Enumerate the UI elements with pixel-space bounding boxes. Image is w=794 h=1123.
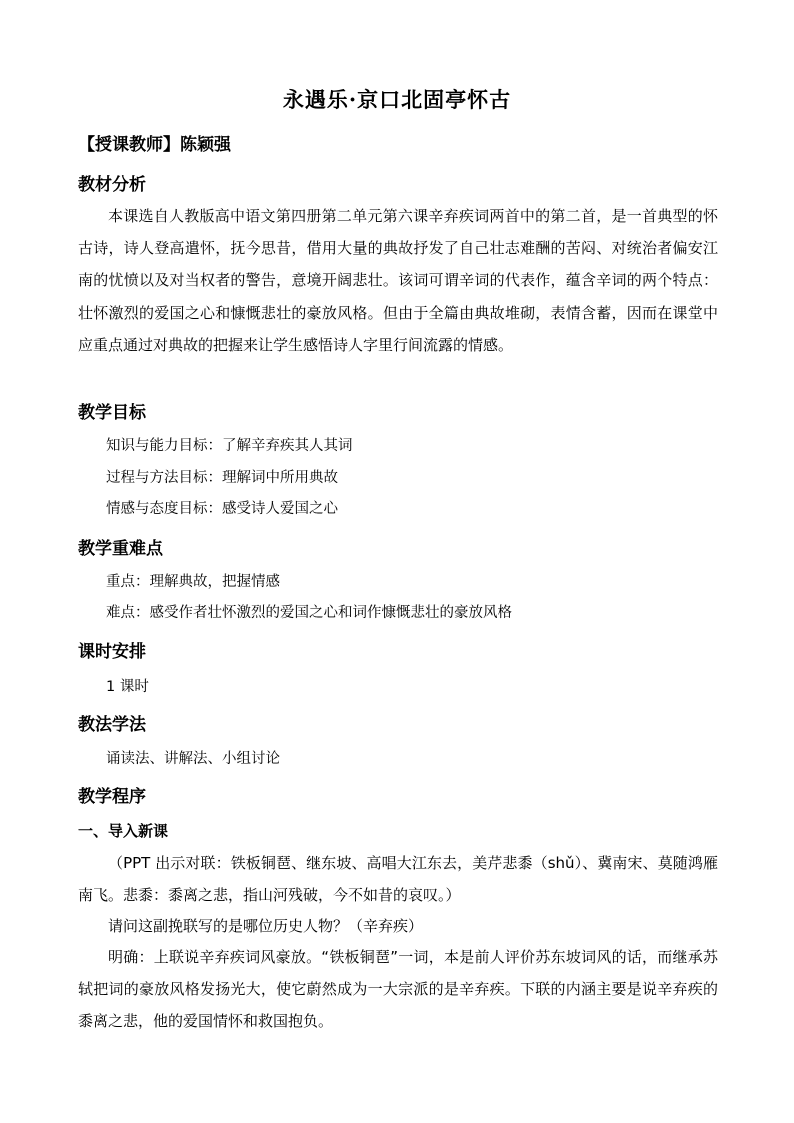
procedure-paragraph-1: （PPT 出示对联：铁板铜琶、继东坡、高唱大江东去，美芹悲黍（shǔ）、冀南宋、莫随鸿雁南飞。悲黍：黍离之悲，指山河残破，今不如昔的哀叹。） <box>78 854 718 905</box>
heading-methods: 教法学法 <box>78 715 146 735</box>
heading-schedule: 课时安排 <box>78 642 146 662</box>
analysis-paragraph: 本课选自人教版高中语文第四册第二单元第六课辛弃疾词两首中的第二首，是一首典型的怀古诗，诗人登高遣怀，抚今思昔，借用大量的典故抒发了自己壮志难酬的苦闷、对统治者偏安江南的忧愤以及对当权者的警告，意境开阔悲壮。该词可谓辛词的代表作，蕴含辛词的两个特点：壮怀激烈的爱国之心和慷慨悲壮的豪放风格。但由于全篇由典故堆砌，表情含蓄，因而在课堂中应重点通过对典故的把握来让学生感悟诗人字里行间流露的情感。 <box>78 207 718 354</box>
step-heading: 一、导入新课 <box>78 822 169 840</box>
heading-analysis: 教材分析 <box>78 175 146 195</box>
goal-item: 情感与态度目标：感受诗人爱国之心 <box>106 501 338 517</box>
teacher-line: 【授课教师】陈颖强 <box>78 135 231 155</box>
goal-item: 知识与能力目标：了解辛弃疾其人其词 <box>106 438 353 454</box>
heading-goals: 教学目标 <box>78 403 146 423</box>
key-point-item: 难点：感受作者壮怀激烈的爱国之心和词作慷慨悲壮的豪放风格 <box>106 605 512 621</box>
key-point-item: 重点：理解典故，把握情感 <box>106 574 280 590</box>
goal-item: 过程与方法目标：理解词中所用典故 <box>106 470 338 486</box>
heading-procedure: 教学程序 <box>78 787 146 807</box>
document-title: 永遇乐·京口北固亭怀古 <box>282 87 512 112</box>
procedure-paragraph-3: 明确：上联说辛弃疾词风豪放。“铁板铜琶”一词，本是前人评价苏东坡词风的话，而继承苏轼把词的豪放风格发扬光大，使它蔚然成为一大宗派的是辛弃疾。下联的内涵主要是说辛弃疾的黍离之悲，他的爱国情怀和救国抱负。 <box>78 948 718 1031</box>
heading-key-points: 教学重难点 <box>78 539 163 559</box>
schedule-value: 1 课时 <box>106 679 149 695</box>
methods-value: 诵读法、讲解法、小组讨论 <box>106 751 280 767</box>
procedure-paragraph-2: 请问这副挽联写的是哪位历史人物？（辛弃疾） <box>108 917 424 935</box>
